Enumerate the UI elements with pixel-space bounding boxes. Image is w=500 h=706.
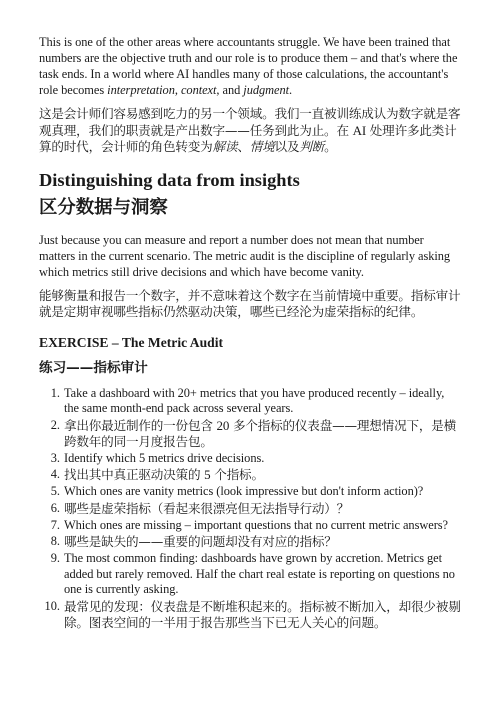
list-item [39, 534, 461, 550]
intro-zh-ai: AI [352, 122, 366, 138]
list-item-number: 7. [50, 517, 60, 532]
list-item [39, 551, 461, 598]
section-body-zh: 能够衡量和报告一个数字，并不意味着这个数字在当前情境中重要。指标审计就是定期审视哪些指标仍然驱动决策，哪些已经沦为虚荣指标的纪律。 [39, 287, 461, 319]
list-item [39, 451, 461, 467]
list-item-number-inline: 5 [204, 467, 211, 482]
document-page [39, 34, 461, 631]
intro-zh-sep: 以及 [274, 139, 300, 154]
list-item [39, 467, 461, 483]
list-item-text: 哪些是虚荣指标（看起来很漂亮但无法指导行动）？ [64, 500, 350, 516]
list-item-text [64, 467, 461, 483]
list-item-text-part: 找出其中真正驱动决策的 [64, 467, 205, 482]
intro-en-term-judgment: judgment [243, 83, 290, 97]
intro-en-term-interpretation: interpretation [107, 83, 175, 97]
list-item-text-part: 多个指标的仪表盘——理想情况下，是横跨数年的同一月度报告包。 [64, 417, 457, 449]
list-item-text: 哪些是缺失的——重要的问题却没有对应的指标？ [64, 534, 337, 549]
intro-zh-text: 处理许多此类计算的时代，会计师的角色转变为 [39, 122, 457, 154]
list-item-text: 最常见的发现：仪表盘是不断堆积起来的。指标被不断加入，却很少被剔除。图表空间的一半用于报告那些当下已无人关心的问题。 [64, 598, 461, 630]
intro-zh-term-judgment: 判断 [299, 139, 325, 154]
list-item-text: Take a dashboard with 20+ metrics that you have produced recently – ideally, the same month-end pack across several years. [64, 385, 445, 415]
list-item-text: Which ones are vanity metrics (look impressive but don't inform action)? [64, 484, 424, 498]
intro-en-end: . [289, 83, 293, 97]
intro-paragraph-en [39, 34, 461, 98]
exercise-heading-zh: 练习——指标审计 [39, 359, 148, 376]
intro-zh-end: 。 [324, 139, 337, 154]
intro-zh-text: 这是会计师们容易感到吃力的另一个领域。我们一直被训练成认为数字就是客观真理，我们的职责就是产出数字——任务到此为止。在 [39, 106, 461, 138]
list-item-text-part: 拿出你最近制作的一份包含 [64, 417, 217, 433]
list-item [39, 484, 461, 500]
list-item [39, 518, 461, 534]
intro-paragraph-zh [39, 106, 461, 156]
list-item [39, 501, 461, 517]
intro-zh-term-context: 情境 [249, 139, 275, 154]
section-body-en: Just because you can measure and report a number does not mean that number matters in the current scenario. The metric audit is the discipline of regularly asking which metrics still drive decisions and which have become vanity. [39, 232, 451, 279]
section-heading-zh: 区分数据与洞察 [39, 196, 168, 218]
list-item-number: 8. [50, 534, 60, 548]
list-item-number: 10. [44, 598, 60, 613]
section-heading-en: Distinguishing data from insights [39, 169, 300, 190]
list-item-number: 6. [50, 500, 60, 515]
list-item [39, 599, 461, 631]
list-item-number-inline: 20 [216, 417, 230, 433]
list-item-number: 4. [50, 467, 60, 481]
list-item-number: 3. [50, 450, 60, 465]
exercise-heading-en: EXERCISE – The Metric Audit [39, 334, 224, 350]
list-item-text: Which ones are missing – important questions that no current metric answers? [64, 517, 448, 532]
intro-en-sep: , [174, 83, 181, 97]
list-item-number: 9. [50, 551, 60, 565]
list-item-text [64, 418, 461, 450]
list-item-number: 2. [50, 417, 60, 432]
intro-en-term-context: context [180, 83, 217, 97]
list-item-text: Identify which 5 metrics drive decisions. [64, 450, 265, 465]
list-item-number: 5. [50, 484, 60, 498]
list-item-number: 1. [50, 385, 60, 400]
exercise-steps-list [39, 386, 461, 631]
list-item-text: The most common finding: dashboards have grown by accretion. Metrics get added but rarely removed. Half the chart real estate is reporting on questions no one is currently asking. [64, 551, 455, 596]
list-item [39, 418, 461, 450]
list-item-text-part: 个指标。 [210, 467, 264, 482]
intro-zh-term-interpretation: 解读 [212, 139, 238, 154]
intro-en-sep: , and [216, 83, 244, 97]
intro-en-text: This is one of the other areas where accountants struggle. We have been trained that numbers are the objective truth and our role is to produce them – and that's where the task ends. In a world where AI handles many of those calculations, the accountant's role becomes [39, 35, 458, 97]
list-item [39, 386, 461, 417]
intro-zh-sep: 、 [237, 139, 250, 154]
